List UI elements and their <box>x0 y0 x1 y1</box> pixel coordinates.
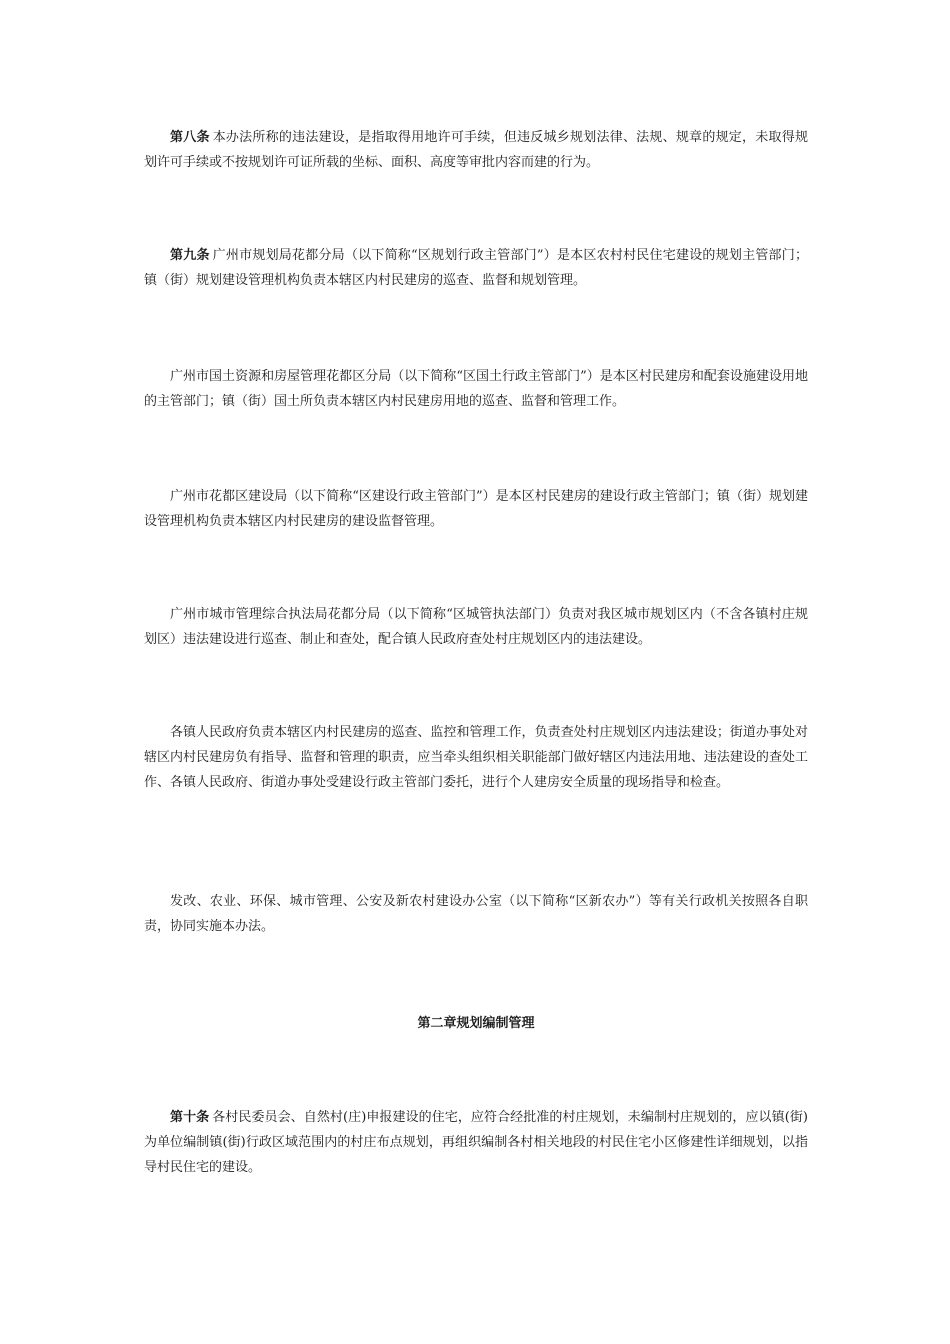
town-government-text: 各镇人民政府负责本辖区内村民建房的巡查、监控和管理工作，负责查处村庄规划区内违法建设；街道办事处对辖区内村民建房负有指导、监督和管理的职责，应当牵头组织相关职能部门做好辖区内违法用地、违法建设的查处工作、各镇人民政府、街道办事处受建设行政主管部门委托，进行个人建房安全质量的现场指导和检查。 <box>144 725 808 790</box>
construction-bureau-paragraph <box>144 484 808 534</box>
chapter-two-heading: 第二章规划编制管理 <box>417 1016 535 1031</box>
article-8-paragraph <box>144 125 808 175</box>
other-agencies-text: 发改、农业、环保、城市管理、公安及新农村建设办公室（以下简称“区新农办”）等有关行政机关按照各自职责，协同实施本办法。 <box>144 894 808 934</box>
urban-management-paragraph <box>144 602 808 652</box>
article-10-label: 第十条 <box>170 1110 210 1125</box>
article-9-label: 第九条 <box>170 248 210 263</box>
construction-bureau-text: 广州市花都区建设局（以下简称“区建设行政主管部门”）是本区村民建房的建设行政主管部门；镇（街）规划建设管理机构负责本辖区内村民建房的建设监督管理。 <box>144 489 808 529</box>
land-authority-paragraph <box>144 364 808 414</box>
other-agencies-paragraph <box>144 889 808 939</box>
town-government-paragraph <box>144 720 808 795</box>
article-9-text: 广州市规划局花都分局（以下简称“区规划行政主管部门”）是本区农村村民住宅建设的规划主管部门；镇（街）规划建设管理机构负责本辖区内村民建房的巡查、监督和规划管理。 <box>144 248 808 288</box>
land-authority-text: 广州市国土资源和房屋管理花都区分局（以下简称“区国土行政主管部门”）是本区村民建房和配套设施建设用地的主管部门；镇（街）国土所负责本辖区内村民建房用地的巡查、监督和管理工作。 <box>144 369 808 409</box>
article-10-paragraph <box>144 1105 808 1180</box>
urban-management-text: 广州市城市管理综合执法局花都分局（以下简称“区城管执法部门）负责对我区城市规划区内（不含各镇村庄规划区）违法建设进行巡查、制止和查处，配合镇人民政府查处村庄规划区内的违法建设。 <box>144 607 808 647</box>
article-8-label: 第八条 <box>170 130 210 145</box>
article-10-text: 各村民委员会、自然村(庄)申报建设的住宅，应符合经批准的村庄规划，未编制村庄规划的，应以镇(街)为单位编制镇(街)行政区域范围内的村庄布点规划，再组织编制各村相关地段的村民住宅小区修建性详细规划，以指导村民住宅的建设。 <box>144 1110 808 1175</box>
article-8-text: 本办法所称的违法建设，是指取得用地许可手续，但违反城乡规划法律、法规、规章的规定，未取得规划许可手续或不按规划许可证所载的坐标、面积、高度等审批内容而建的行为。 <box>144 130 808 170</box>
article-9-paragraph <box>144 243 808 293</box>
